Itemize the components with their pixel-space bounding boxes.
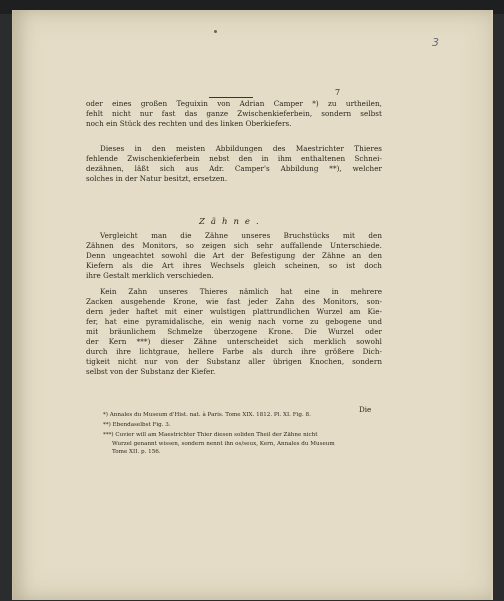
paragraph-3 [86,231,382,281]
paragraph-2 [86,144,382,184]
text-line: Denn ungeachtet sowohl die Art der Befestigung der Zähne an den [86,251,382,260]
text-line: oder eines großen Teguixin von Adrian Camper *) zu urtheilen, [86,99,382,108]
page-number: 7 [335,88,341,97]
catchword: Die [359,405,372,414]
text-line: der Kern ***) dieser Zähne unterscheidet sich merklich sowohl [86,337,382,346]
text-line: Zacken ausgehende Krone, wie fast jeder Zahn des Monitors, son- [86,297,382,306]
text-line: Zähnen des Monitors, so zeigen sich sehr auffallende Unterschiede. [86,241,382,250]
footnote-line: *) Annales du Museum d'Hist. nat. à Paris. Tome XIX. 1812. Pl. XI. Fig. 8. [103,412,311,418]
text-line: durch ihre lichtgraue, hellere Farbe als durch ihre größere Dich- [86,347,382,356]
text-line: mit bräunlichem Schmelze überzogene Krone. Die Wurzel oder [86,327,382,336]
footnote-line: Tome XII. p. 156. [112,449,161,455]
page-edge [491,10,493,600]
text-line: Vergleicht man die Zähne unseres Bruchstücks mit den [100,231,382,240]
footnote-2 [103,421,381,430]
text-line: Kiefern als die Art ihres Wechsels gleich scheinen, so ist doch [86,261,382,270]
footnote-3 [103,431,381,457]
text-line: noch ein Stück des rechten und des linken Oberkiefers. [86,119,292,128]
text-line: dern jeder haftet mit einer wulstigen plattrundlichen Wurzel am Kie- [86,307,382,316]
text-line: tigkeit nicht nur von der Substanz aller übrigen Knochen, sondern [86,357,382,366]
paragraph-1 [86,99,382,129]
text-line: fehlende Zwischenkieferbein nebst den in ihm enthaltenen Schnei- [86,154,382,163]
section-heading: Zähne. [199,217,265,227]
book-page [12,10,491,600]
footnote-line: Wurzel genannt wissen, sondern nennt ihn os/seux, Kern, Annales du Museum [112,440,335,447]
text-line: fehlt nicht nur fast das ganze Zwischenkieferbein, sondern selbst [86,109,382,118]
sheet-number: 3 [432,36,439,49]
text-line: selbst von der Substanz der Kiefer. [86,367,216,376]
text-line: fer, hat eine pyramidalische, ein wenig nach vorne zu gebogene und [86,317,382,326]
text-line: Dieses in den meisten Abbildungen des Maestrichter Thieres [100,144,382,153]
footnote-line: ***) Cuvier will am Maestrichter Thier diesen soliden Theil der Zähne nicht [103,432,318,438]
paragraph-4 [86,287,382,377]
text-line: ihre Gestalt merklich verschieden. [86,271,214,280]
text-line: dezähnen, läßt sich aus Adr. Camper's Abbildung **), welcher [86,164,382,173]
header-rule [209,97,253,98]
footnote-1 [103,411,381,420]
footnote-line: **) Ebendaselbst Fig. 3. [103,422,171,428]
text-line: Kein Zahn unseres Thieres nämlich hat eine in mehrere [100,287,382,296]
ink-dot [214,30,217,33]
text-line: solches in der Natur besitzt, ersetzen. [86,174,228,183]
